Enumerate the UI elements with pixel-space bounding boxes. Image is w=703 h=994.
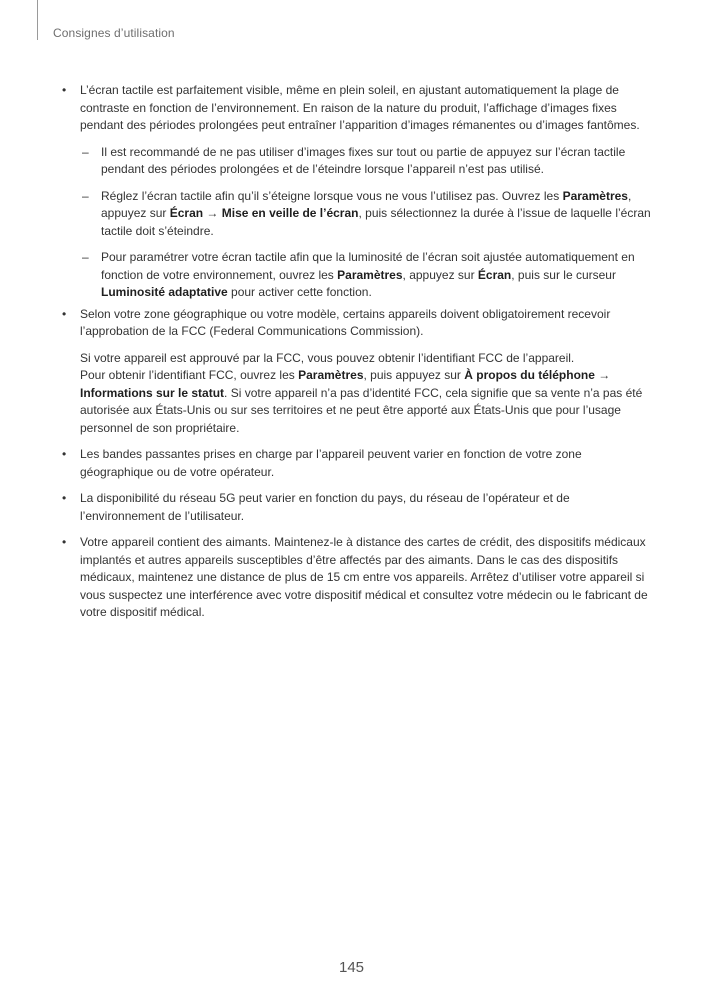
paragraph-text: Les bandes passantes prises en charge par l’appareil peuvent varier en fonction de votre zone géographique ou de votre opérateur. xyxy=(80,447,582,479)
dash-icon: – xyxy=(82,188,89,203)
sub-item-adaptive-brightness xyxy=(58,249,654,302)
text-run: , puis sélectionnez la durée à l’issue de laquelle l’écran tactile doit s’éteindre. xyxy=(101,206,651,238)
bullet-item-fcc xyxy=(58,306,654,341)
paragraph-text: Il est recommandé de ne pas utiliser d’images fixes sur tout ou partie de appuyez sur l’écran tactile pendant des périodes prolongées et de l’éteindre lorsque l’appareil n’est pas utilisé. xyxy=(101,144,626,176)
sub-item-fixed-images xyxy=(58,144,654,179)
text-run: Réglez l’écran tactile afin qu’il s’éteigne lorsque vous ne vous l’utilisez pas. Ouvrez les xyxy=(101,188,563,203)
bullet-icon: • xyxy=(62,306,67,321)
bullet-item-bands xyxy=(58,446,654,481)
header-rule xyxy=(37,0,38,40)
menu-path-about-phone: À propos du téléphone xyxy=(464,368,595,382)
text-run: , appuyez sur xyxy=(402,267,478,282)
arrow-separator: → xyxy=(203,206,222,220)
text-run: , puis appuyez sur xyxy=(363,368,465,382)
bullet-item-magnets xyxy=(58,534,654,622)
text-run: . Si votre appareil n’a pas d’identité FCC, cela signifie que sa vente n’a pas été autorisée aux États-Unis ou sur ses territoires et ne peut être apporté aux États-Unis que pour l’usage personnel de son propriétaire. xyxy=(80,385,643,435)
paragraph-text: Votre appareil contient des aimants. Maintenez-le à distance des cartes de crédit, des dispositifs médicaux implantés et autres appareils susceptibles d’être affectés par des aimants. Dans le cas des dispositifs médicaux, maintenez une distance de plus de 15 cm entre vos appareils. Arrêtez d’utiliser votre appareil si vous suspectez une interférence avec votre dispositif médical et consultez votre médecin ou le fabricant de votre dispositif médical. xyxy=(80,535,648,619)
dash-icon: – xyxy=(82,250,89,264)
text-run: Pour paramétrer votre écran tactile afin que la luminosité de l’écran soit ajustée automatiquement en fonction de votre environnement, ouvrez les xyxy=(101,250,635,282)
paragraph-text: L’écran tactile est parfaitement visible, même en plein soleil, en ajustant automatiquement la plage de contraste en fonction de l’environnement. En raison de la nature du produit, l’affichage d’images fixes pendant des périodes prolongées peut entraîner l’apparition d’images rémanentes ou d’images fantômes. xyxy=(80,83,640,132)
page-content xyxy=(58,82,654,622)
bullet-icon: • xyxy=(62,447,67,461)
menu-path-display: Écran xyxy=(169,206,204,220)
text-run: Pour obtenir l’identifiant FCC, ouvrez les xyxy=(80,368,299,382)
text-run: pour activer cette fonction. xyxy=(227,285,372,299)
text-run: , puis sur le curseur xyxy=(511,267,616,282)
menu-path-adaptive-brightness: Luminosité adaptative xyxy=(101,285,228,299)
arrow-separator: → xyxy=(594,368,611,382)
menu-path-screen-timeout: Mise en veille de l’écran xyxy=(221,206,359,220)
menu-path-settings: Paramètres xyxy=(298,368,364,382)
dash-icon: – xyxy=(82,144,89,159)
page-header-title: Consignes d’utilisation xyxy=(53,26,175,40)
menu-path-settings: Paramètres xyxy=(337,267,403,282)
bullet-item-5g xyxy=(58,490,654,525)
bullet-icon: • xyxy=(62,491,67,505)
bullet-icon: • xyxy=(62,83,67,97)
page-number: 145 xyxy=(338,959,365,976)
bullet-icon: • xyxy=(62,535,67,549)
fcc-note xyxy=(58,350,654,438)
menu-path-status-information: Informations sur le statut xyxy=(80,385,225,400)
menu-path-settings: Paramètres xyxy=(562,188,628,203)
paragraph-text: Selon votre zone géographique ou votre modèle, certains appareils doivent obligatoirement recevoir l’approbation de la FCC (Federal Communications Commission). xyxy=(80,306,611,338)
sub-item-screen-timeout xyxy=(58,188,654,241)
bullet-item-screen-visibility xyxy=(58,82,654,135)
text-run: , appuyez sur xyxy=(101,188,632,220)
text-run: Si votre appareil est approuvé par la FCC, vous pouvez obtenir l’identifiant FCC de l’appareil. xyxy=(80,350,575,365)
menu-path-display: Écran xyxy=(477,267,512,282)
paragraph-text: La disponibilité du réseau 5G peut varier en fonction du pays, du réseau de l’opérateur et de l’environnement de l’utilisateur. xyxy=(80,491,570,523)
